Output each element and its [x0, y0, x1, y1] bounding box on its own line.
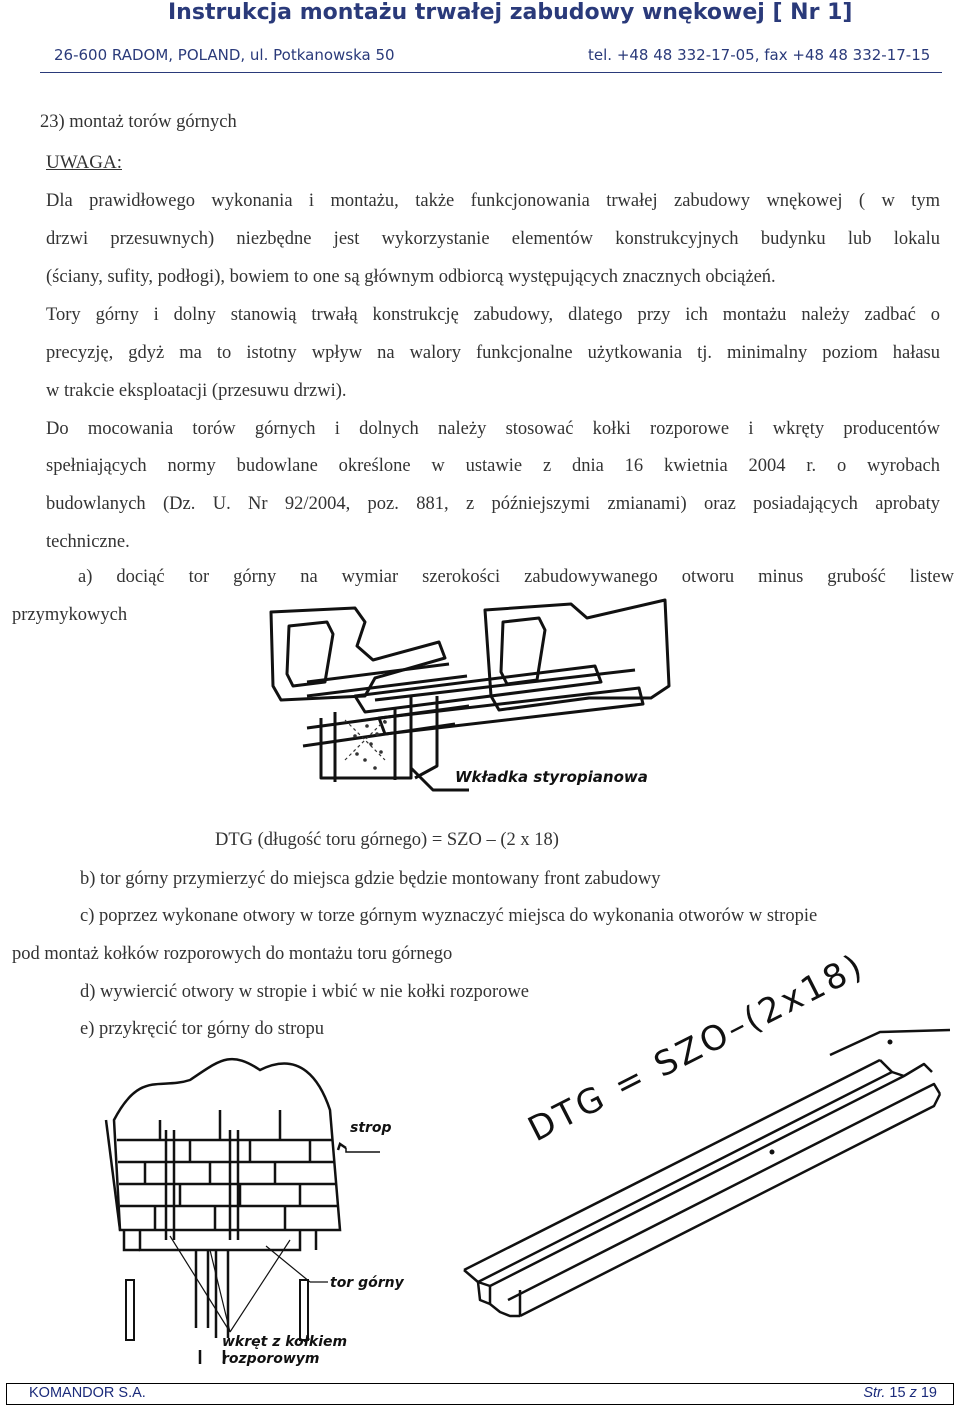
step-a-line1: a) dociąć tor górny na wymiar szerokości zabudowywanego otworu minus grubość listew [78, 567, 954, 587]
page-prefix: Str. [863, 1385, 886, 1401]
figure2-label-ceiling: strop [350, 1120, 392, 1136]
para1-line2: drzwi przesuwnych) niezbędne jest wykorzystanie elementów konstrukcyjnych budynku lub lokalu [46, 229, 940, 249]
step-c-line2: pod montaż kołków rozporowych do montażu toru górnego [12, 944, 453, 964]
formula: DTG (długość toru górnego) = SZO – (2 x 18) [215, 830, 559, 850]
footer-company: KOMANDOR S.A. [29, 1385, 146, 1401]
figure1-label: Wkładka styropianowa [455, 768, 648, 786]
para3-line3: budowlanych (Dz. U. Nr 92/2004, poz. 881, z późniejszymi zmianami) oraz posiadających aprobaty [46, 494, 940, 514]
page-total: 19 [920, 1385, 937, 1401]
document-title: Instrukcja montażu trwałej zabudowy wnękowej [ Nr 1] [168, 0, 853, 25]
warning-label: UWAGA: [46, 152, 122, 173]
figure2-label-screw-2: rozporowym [222, 1351, 320, 1367]
step-b: b) tor górny przymierzyć do miejsca gdzie będzie montowany front zabudowy [80, 869, 661, 889]
para1-line3: (ściany, sufity, podłogi), bowiem to one są głównym odbiorcą występujących znacznych obciążeń. [46, 267, 776, 287]
figure-track-profile [450, 1020, 960, 1330]
step-a-line2: przymykowych [12, 605, 128, 625]
figure2-label-track: tor górny [330, 1275, 404, 1291]
figure3-label: DTG = SZO–(2x18) [521, 945, 872, 1150]
para1-line1: Dla prawidłowego wykonania i montażu, także funkcjonowania trwałej zabudowy wnękowej ( w tym [46, 191, 940, 211]
figure-ceiling-mount [100, 1050, 420, 1380]
figure2-label-screw-1: wkręt z kołkiem [222, 1334, 348, 1350]
company-phone: tel. +48 48 332-17-05, fax +48 48 332-17-15 [588, 46, 931, 64]
step-d: d) wywiercić otwory w stropie i wbić w nie kołki rozporowe [80, 982, 530, 1002]
para3-line1: Do mocowania torów górnych i dolnych należy stosować kołki rozporowe i wkręty producentów [46, 419, 940, 439]
page-sep: z [909, 1385, 917, 1401]
para2-line3: w trakcie eksploatacji (przesuwu drzwi). [46, 381, 347, 401]
para3-line4: techniczne. [46, 532, 130, 552]
company-address: 26-600 RADOM, POLAND, ul. Potkanowska 50 [54, 46, 395, 64]
header-divider [40, 72, 942, 73]
page-number [863, 1385, 937, 1401]
page-current: 15 [889, 1385, 906, 1401]
para2-line1: Tory górny i dolny stanowią trwałą konstrukcję zabudowy, dlatego przy ich montażu należy zadbać o [46, 305, 940, 325]
para3-line2: spełniających normy budowlane określone w ustawie z dnia 16 kwietnia 2004 r. o wyrobach [46, 456, 940, 476]
section-heading: 23) montaż torów górnych [40, 112, 237, 132]
para2-line2: precyzję, gdyż ma to istotny wpływ na walory funkcjonalne użytkowania tj. minimalny poziom hałasu [46, 343, 940, 363]
page-footer [6, 1383, 954, 1405]
step-c-line1: c) poprzez wykonane otwory w torze górnym wyznaczyć miejsca do wykonania otworów w stropie [80, 906, 818, 926]
step-e: e) przykręcić tor górny do stropu [80, 1019, 325, 1039]
